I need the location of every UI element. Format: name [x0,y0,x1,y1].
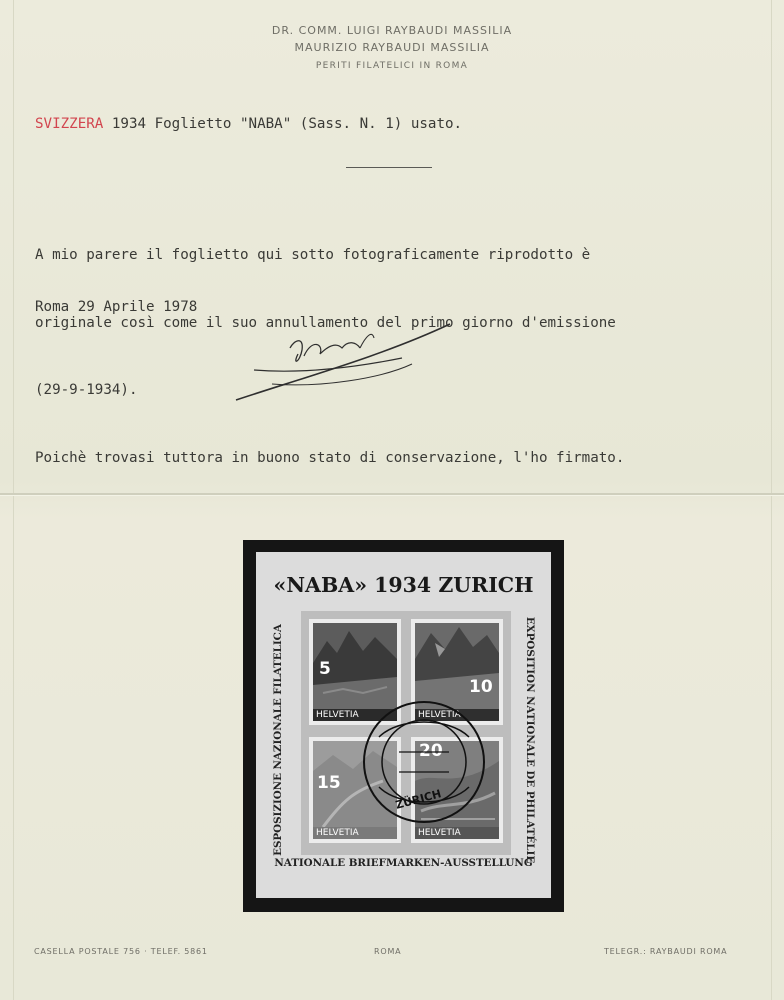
fold-line [0,493,784,495]
place-date: Roma 29 Aprile 1978 [35,299,198,315]
postmark-icon [359,697,489,827]
body-line: Poichè trovasi tuttora in buono stato di conservazione, l'ho firmato. [35,449,625,466]
letterhead-line-3: PERITI FILATELICI IN ROMA [315,61,469,71]
letterhead-line-1: DR. COMM. LUIGI RAYBAUDI MASSILIA [271,24,513,37]
body-line: originale così come il suo annullamento del primo giorno d'emissione [35,314,616,331]
stamp-country: HELVETIA [313,709,397,721]
paper-edge-right [771,0,772,1000]
divider-rule [346,167,432,168]
stamp-country: HELVETIA [313,827,397,839]
souvenir-sheet-photo [243,540,564,912]
sheet-bottom-text: NATIONALE BRIEFMARKEN-AUSSTELLUNG [274,857,533,869]
postmark-text: ZÜRICH [394,787,443,812]
footer-right: TELEGR.: RAYBAUDI ROMA [604,947,728,956]
stamp-value: 10 [469,677,493,697]
subject-country: SVIZZERA [35,116,104,132]
sheet-left-text: ESPOSIZIONE NAZIONALE FILATELICA [272,624,284,856]
subject-description: 1934 Foglietto "NABA" (Sass. N. 1) usato. [103,116,463,132]
stamp-block [301,611,511,855]
souvenir-sheet [256,552,551,898]
sheet-right-text: EXPOSITION NATIONALE DE PHILATÉLIE [524,616,536,864]
stamp-country: HELVETIA [415,827,499,839]
subject-line [35,116,462,132]
stamp-country: HELVETIA [415,709,499,721]
body-line: (29-9-1934). [35,382,138,398]
stamp-value: 5 [319,659,331,679]
letterhead-line-2: MAURIZIO RAYBAUDI MASSILIA [294,41,490,54]
footer-left: CASELLA POSTALE 756 · TELEF. 5861 [34,947,208,956]
stamp-value: 15 [317,773,341,793]
paper-edge-left [13,0,14,1000]
body-line: A mio parere il foglietto qui sotto fotograficamente riprodotto è [35,247,591,263]
stamp-value: 20 [419,741,443,761]
sheet-title: «NABA» 1934 ZURICH [273,573,534,597]
signature [232,318,457,408]
footer-center: ROMA [374,947,402,956]
